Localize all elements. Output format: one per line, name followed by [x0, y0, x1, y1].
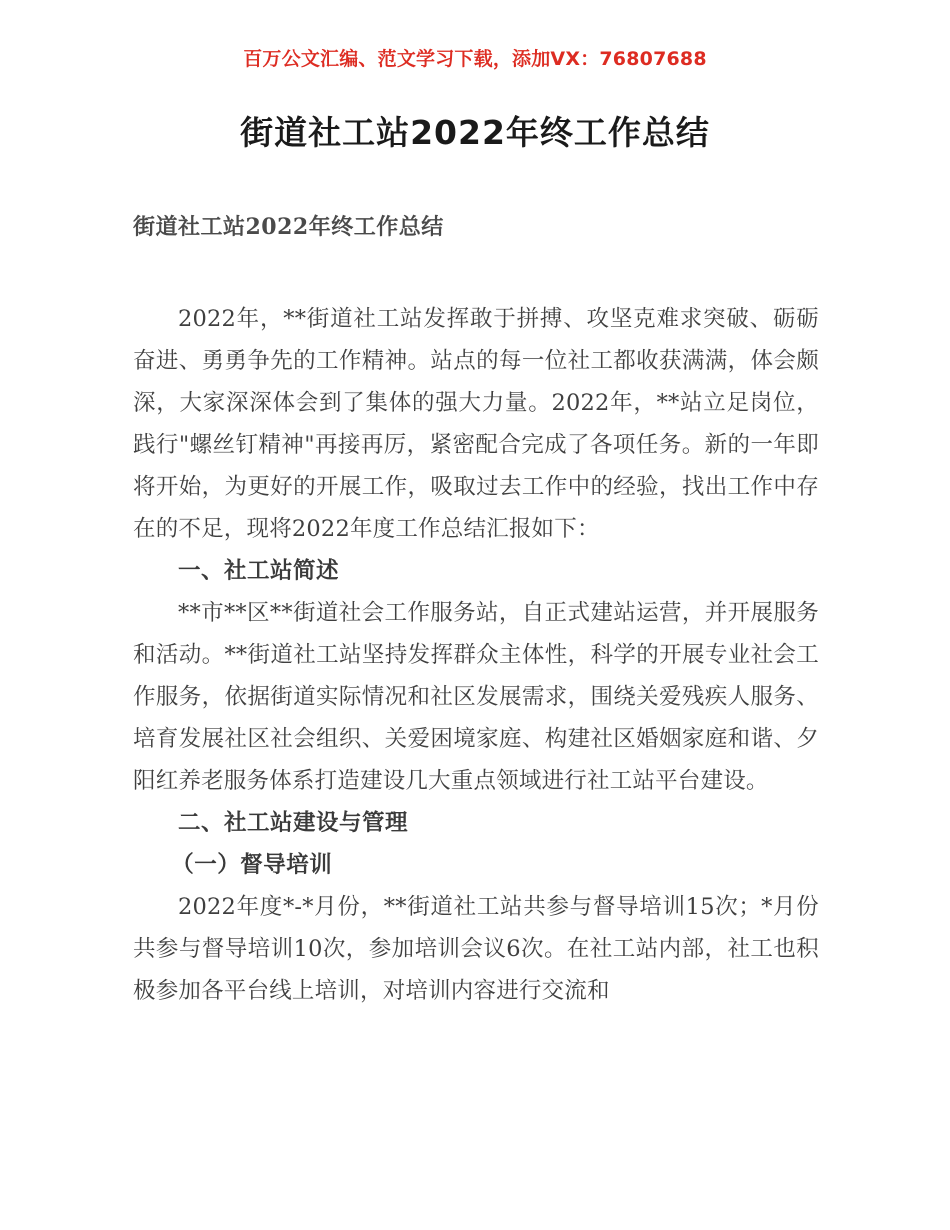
document-body — [133, 210, 819, 1012]
document-subheading: 街道社工站2022年终工作总结 — [133, 214, 444, 240]
section-one-paragraph: **市**区**街道社会工作服务站，自正式建站运营，并开展服务和活动。**街道社工站坚持发挥群众主体性，科学的开展专业社会工作服务，依据街道实际情况和社区发展需求，围绕关爱残疾人服务、培育发展社区社会组织、关爱困境家庭、构建社区婚姻家庭和谐、夕阳红养老服务体系打造建设几大重点领域进行社工站平台建设。 — [133, 600, 819, 795]
section-two-sub-heading-one: （一）督导培训 — [171, 852, 333, 879]
section-heading-two: 二、社工站建设与管理 — [178, 810, 409, 837]
promo-banner-text: 百万公文汇编、范文学习下载，添加VX：76807688 — [243, 48, 707, 70]
page-title: 街道社工站2022年终工作总结 — [240, 113, 710, 152]
intro-paragraph: 2022年，**街道社工站发挥敢于拼搏、攻坚克难求突破、砺砺奋进、勇勇争先的工作精神。站点的每一位社工都收获满满，体会颇深，大家深深体会到了集体的强大力量。2022年，**站立足岗位，践行"螺丝钉精神"再接再厉，紧密配合完成了各项任务。新的一年即将开始，为更好的开展工作，吸取过去工作中的经验，找出工作中存在的不足，现将2022年度工作总结汇报如下： — [133, 306, 819, 543]
section-two-paragraph: 2022年度*-*月份，**街道社工站共参与督导培训15次；*月份共参与督导培训10次，参加培训会议6次。在社工站内部，社工也积极参加各平台线上培训，对培训内容进行交流和 — [133, 894, 819, 1005]
section-heading-one: 一、社工站简述 — [178, 558, 340, 585]
heading-spacer — [133, 254, 819, 298]
